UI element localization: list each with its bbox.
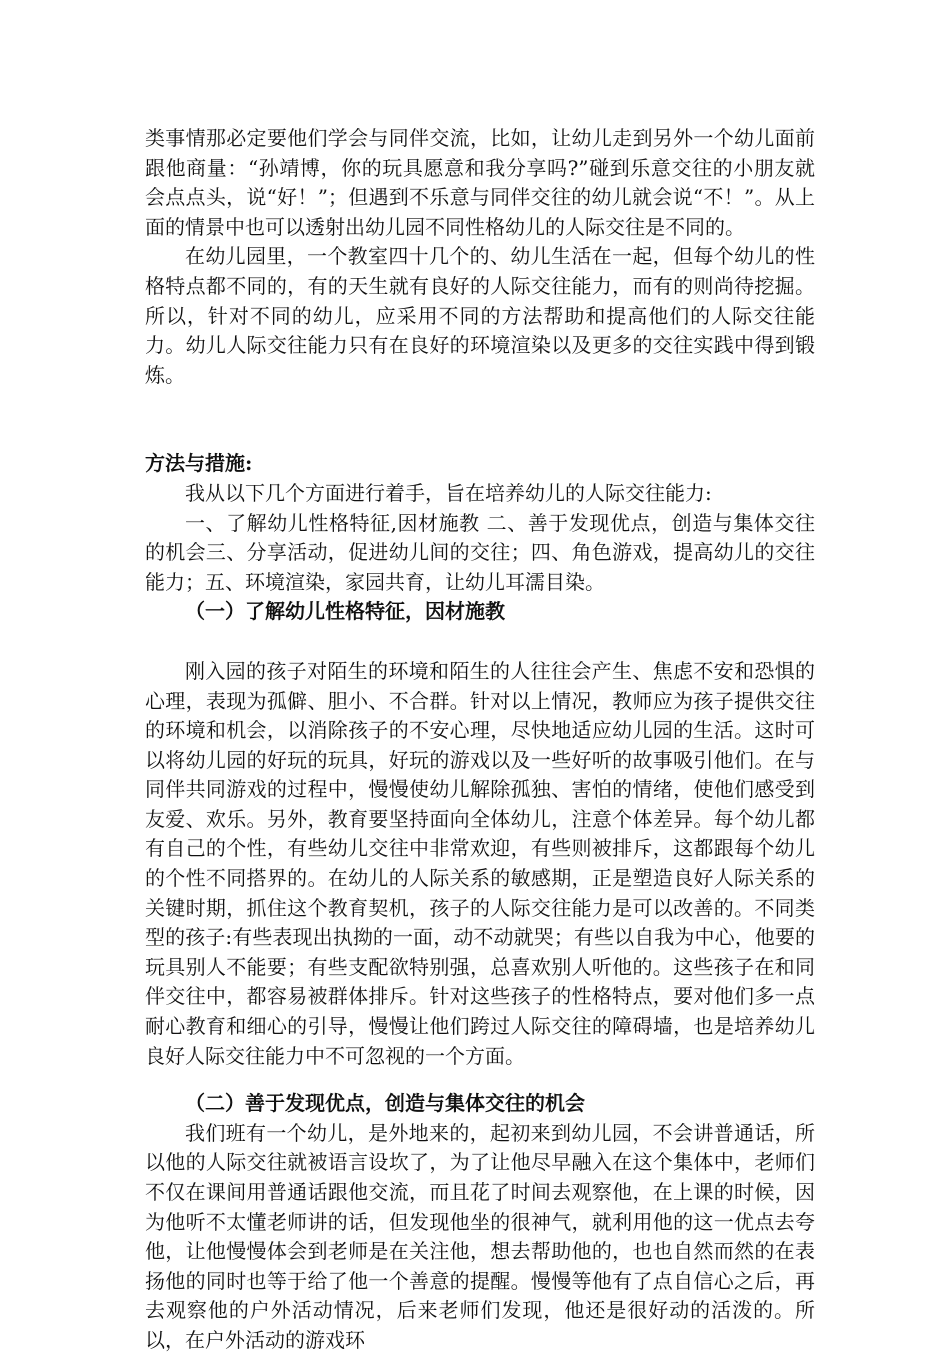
intro-paragraph-1: 类事情那必定要他们学会与同伴交流，比如，让幼儿走到另外一个幼儿面前跟他商量：“孙靖博，你的玩具愿意和我分享吗?”碰到乐意交往的小朋友就会点点头，说“好！”；但遇到不乐意与同伴交往的幼儿就会说“不！”。从上面的情景中也可以透射出幼儿园不同性格幼儿的人际交往是不同的。 xyxy=(145,126,815,239)
section-1-heading: （一）了解幼儿性格特征，因材施教 xyxy=(185,599,505,624)
methods-list: 一、了解幼儿性格特征,因材施教 二、善于发现优点，创造与集体交往的机会三、分享活动，促进幼儿间的交往；四、角色游戏，提高幼儿的交往能力；五、环境渲染，家园共育，让幼儿耳濡目染。 xyxy=(145,510,815,594)
methods-heading: 方法与措施: xyxy=(145,451,253,476)
methods-intro: 我从以下几个方面进行着手，旨在培养幼儿的人际交往能力: xyxy=(185,480,712,505)
intro-paragraph-2: 在幼儿园里，一个教室四十几个的、幼儿生活在一起，但每个幼儿的性格特点都不同的，有的天生就有良好的人际交往能力，而有的则尚待挖掘。所以，针对不同的幼儿，应采用不同的方法帮助和提高他们的人际交往能力。幼儿人际交往能力只有在良好的环境渲染以及更多的交往实践中得到锻炼。 xyxy=(145,244,815,387)
section-1-paragraph: 刚入园的孩子对陌生的环境和陌生的人往往会产生、焦虑不安和恐惧的心理，表现为孤僻、胆小、不合群。针对以上情况，教师应为孩子提供交往的环境和机会，以消除孩子的不安心理，尽快地适应幼儿园的生活。这时可以将幼儿园的好玩的玩具，好玩的游戏以及一些好听的故事吸引他们。在与同伴共同游戏的过程中，慢慢使幼儿解除孤独、害怕的情绪，使他们感受到友爱、欢乐。另外，教育要坚持面向全体幼儿，注意个体差异。每个幼儿都有自己的个性，有些幼儿交往中非常欢迎，有些则被排斥，这都跟每个幼儿的个性不同搭界的。在幼儿的人际关系的敏感期，正是塑造良好人际关系的关键时期，抓住这个教育契机，孩子的人际交往能力是可以改善的。不同类型的孩子:有些表现出执拗的一面，动不动就哭；有些以自我为中心，他要的玩具别人不能要；有些支配欲特别强，总喜欢别人听他的。这些孩子在和同伴交往中，都容易被群体排斥。针对这些孩子的性格特点，要对他们多一点耐心教育和细心的引导，慢慢让他们跨过人际交往的障碍墙，也是培养幼儿良好人际交往能力中不可忽视的一个方面。 xyxy=(145,658,815,1068)
section-2-paragraph: 我们班有一个幼儿，是外地来的，起初来到幼儿园，不会讲普通话，所以他的人际交往就被语言设坎了，为了让他尽早融入在这个集体中，老师们不仅在课间用普通话跟他交流，而且花了时间去观察他，在上课的时候，因为他听不太懂老师讲的话，但发现他坐的很神气，就利用他的这一优点去夸他，让他慢慢体会到老师是在关注他，想去帮助他的，也也自然而然的在表扬他的同时也等于给了他一个善意的提醒。慢慢等他有了点自信心之后，再去观察他的户外活动情况，后来老师们发现，他还是很好动的活泼的。所以，在户外活动的游戏环 xyxy=(145,1120,815,1352)
spacer xyxy=(145,390,815,449)
spacer xyxy=(145,1071,815,1089)
document-page xyxy=(145,124,815,1356)
section-2-heading: （二）善于发现优点，创造与集体交往的机会 xyxy=(185,1091,585,1116)
spacer xyxy=(145,627,815,657)
